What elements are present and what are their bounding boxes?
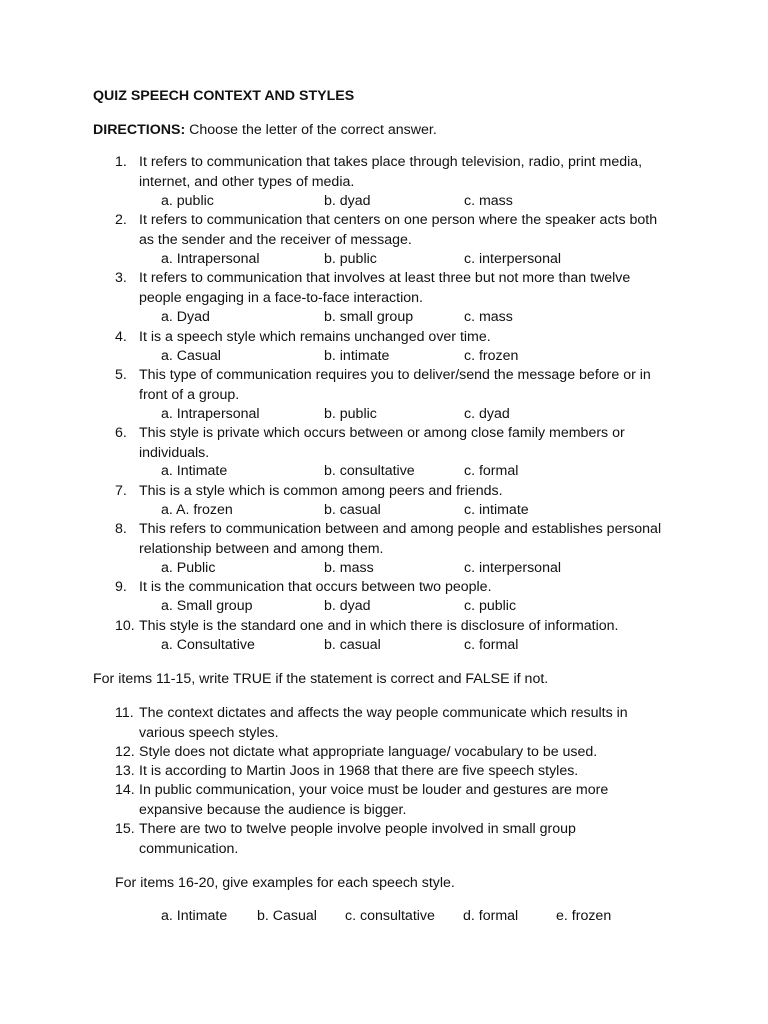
option-b: b. mass [324,560,374,576]
statement-number: 14. [115,782,135,798]
question-7 [115,482,675,502]
directions-text: Choose the letter of the correct answer. [185,122,437,138]
option-b: b. small group [324,309,414,325]
style-option-b: b. Casual [257,908,317,924]
question-number: 9. [115,579,127,595]
option-a: a. public [161,193,214,209]
option-a: a. Consultative [161,637,255,653]
question-text: This type of communication requires you to deliver/send the message before or in front of a group. [139,367,651,403]
statement-number: 11. [115,705,134,721]
option-c: c. public [464,598,517,614]
statement-text: It is according to Martin Joos in 1968 that there are five speech styles. [139,763,579,779]
statement-number: 12. [115,744,135,760]
question-9 [115,578,675,598]
question-number: 5. [115,367,127,383]
directions [93,122,437,138]
question-3 [115,269,675,308]
question-number: 6. [115,425,127,441]
option-b: b. casual [324,502,381,518]
option-a: a. Intrapersonal [161,406,260,422]
option-b: b. dyad [324,193,371,209]
question-1 [115,153,675,192]
option-b: b. dyad [324,598,371,614]
statement-text: There are two to twelve people involve people involved in small group communication. [139,821,576,857]
question-8 [115,520,675,559]
question-4 [115,328,675,348]
question-number: 4. [115,329,127,345]
question-number: 7. [115,483,127,499]
statement-14 [115,781,675,820]
question-number: 3. [115,270,127,286]
directions-label: DIRECTIONS: [93,122,186,138]
statement-11 [115,704,675,743]
question-6 [115,424,675,463]
statement-text: The context dictates and affects the way people communicate which results in various speech styles. [139,705,628,741]
option-b: b. public [324,406,377,422]
question-text: It refers to communication that takes place through television, radio, print media, internet, and other types of media. [139,154,643,190]
question-number: 1. [115,154,127,170]
style-option-a: a. Intimate [161,908,228,924]
option-a: a. Small group [161,598,253,614]
option-a: a. A. frozen [161,502,233,518]
option-c: c. intimate [464,502,529,518]
option-c: c. formal [464,463,519,479]
option-b: b. consultative [324,463,415,479]
question-text: It refers to communication that involves at least three but not more than twelve people engaging in a face-to-face interaction. [139,270,631,306]
question-text: It refers to communication that centers on one person where the speaker acts both as the sender and the receiver of message. [139,212,658,248]
option-a: a. Casual [161,348,221,364]
option-a: a. Intimate [161,463,228,479]
option-c: c. frozen [464,348,519,364]
question-10 [115,617,675,637]
question-text: It is the communication that occurs between two people. [139,579,492,595]
option-c: c. interpersonal [464,560,561,576]
statement-15 [115,820,675,859]
question-text: This style is private which occurs between or among close family members or individuals. [139,425,625,461]
option-a: a. Public [161,560,216,576]
statement-13 [115,762,675,782]
question-text: This style is the standard one and in which there is disclosure of information. [139,618,619,634]
page-title: QUIZ SPEECH CONTEXT AND STYLES [93,88,355,104]
true-false-instruction: For items 11-15, write TRUE if the statement is correct and FALSE if not. [93,671,549,687]
question-text: This is a style which is common among peers and friends. [139,483,503,499]
option-b: b. casual [324,637,381,653]
statement-number: 13. [115,763,135,779]
style-option-c: c. consultative [345,908,435,924]
statement-text: Style does not dictate what appropriate language/ vocabulary to be used. [139,744,598,760]
option-b: b. intimate [324,348,390,364]
question-number: 10. [115,618,135,634]
statement-12 [115,743,675,763]
style-option-d: d. formal [463,908,519,924]
question-2 [115,211,675,250]
question-number: 8. [115,521,127,537]
question-text: This refers to communication between and among people and establishes personal relationship between and among them. [139,521,662,557]
option-c: c. mass [464,193,513,209]
question-5 [115,366,675,405]
option-c: c. interpersonal [464,251,561,267]
option-b: b. public [324,251,377,267]
question-number: 2. [115,212,127,228]
option-a: a. Dyad [161,309,210,325]
option-c: c. mass [464,309,513,325]
option-c: c. formal [464,637,519,653]
statement-number: 15. [115,821,135,837]
style-option-e: e. frozen [556,908,612,924]
examples-instruction: For items 16-20, give examples for each speech style. [115,875,455,891]
question-text: It is a speech style which remains unchanged over time. [139,329,491,345]
option-a: a. Intrapersonal [161,251,260,267]
statement-text: In public communication, your voice must be louder and gestures are more expansive because the audience is bigger. [139,782,609,818]
option-c: c. dyad [464,406,510,422]
